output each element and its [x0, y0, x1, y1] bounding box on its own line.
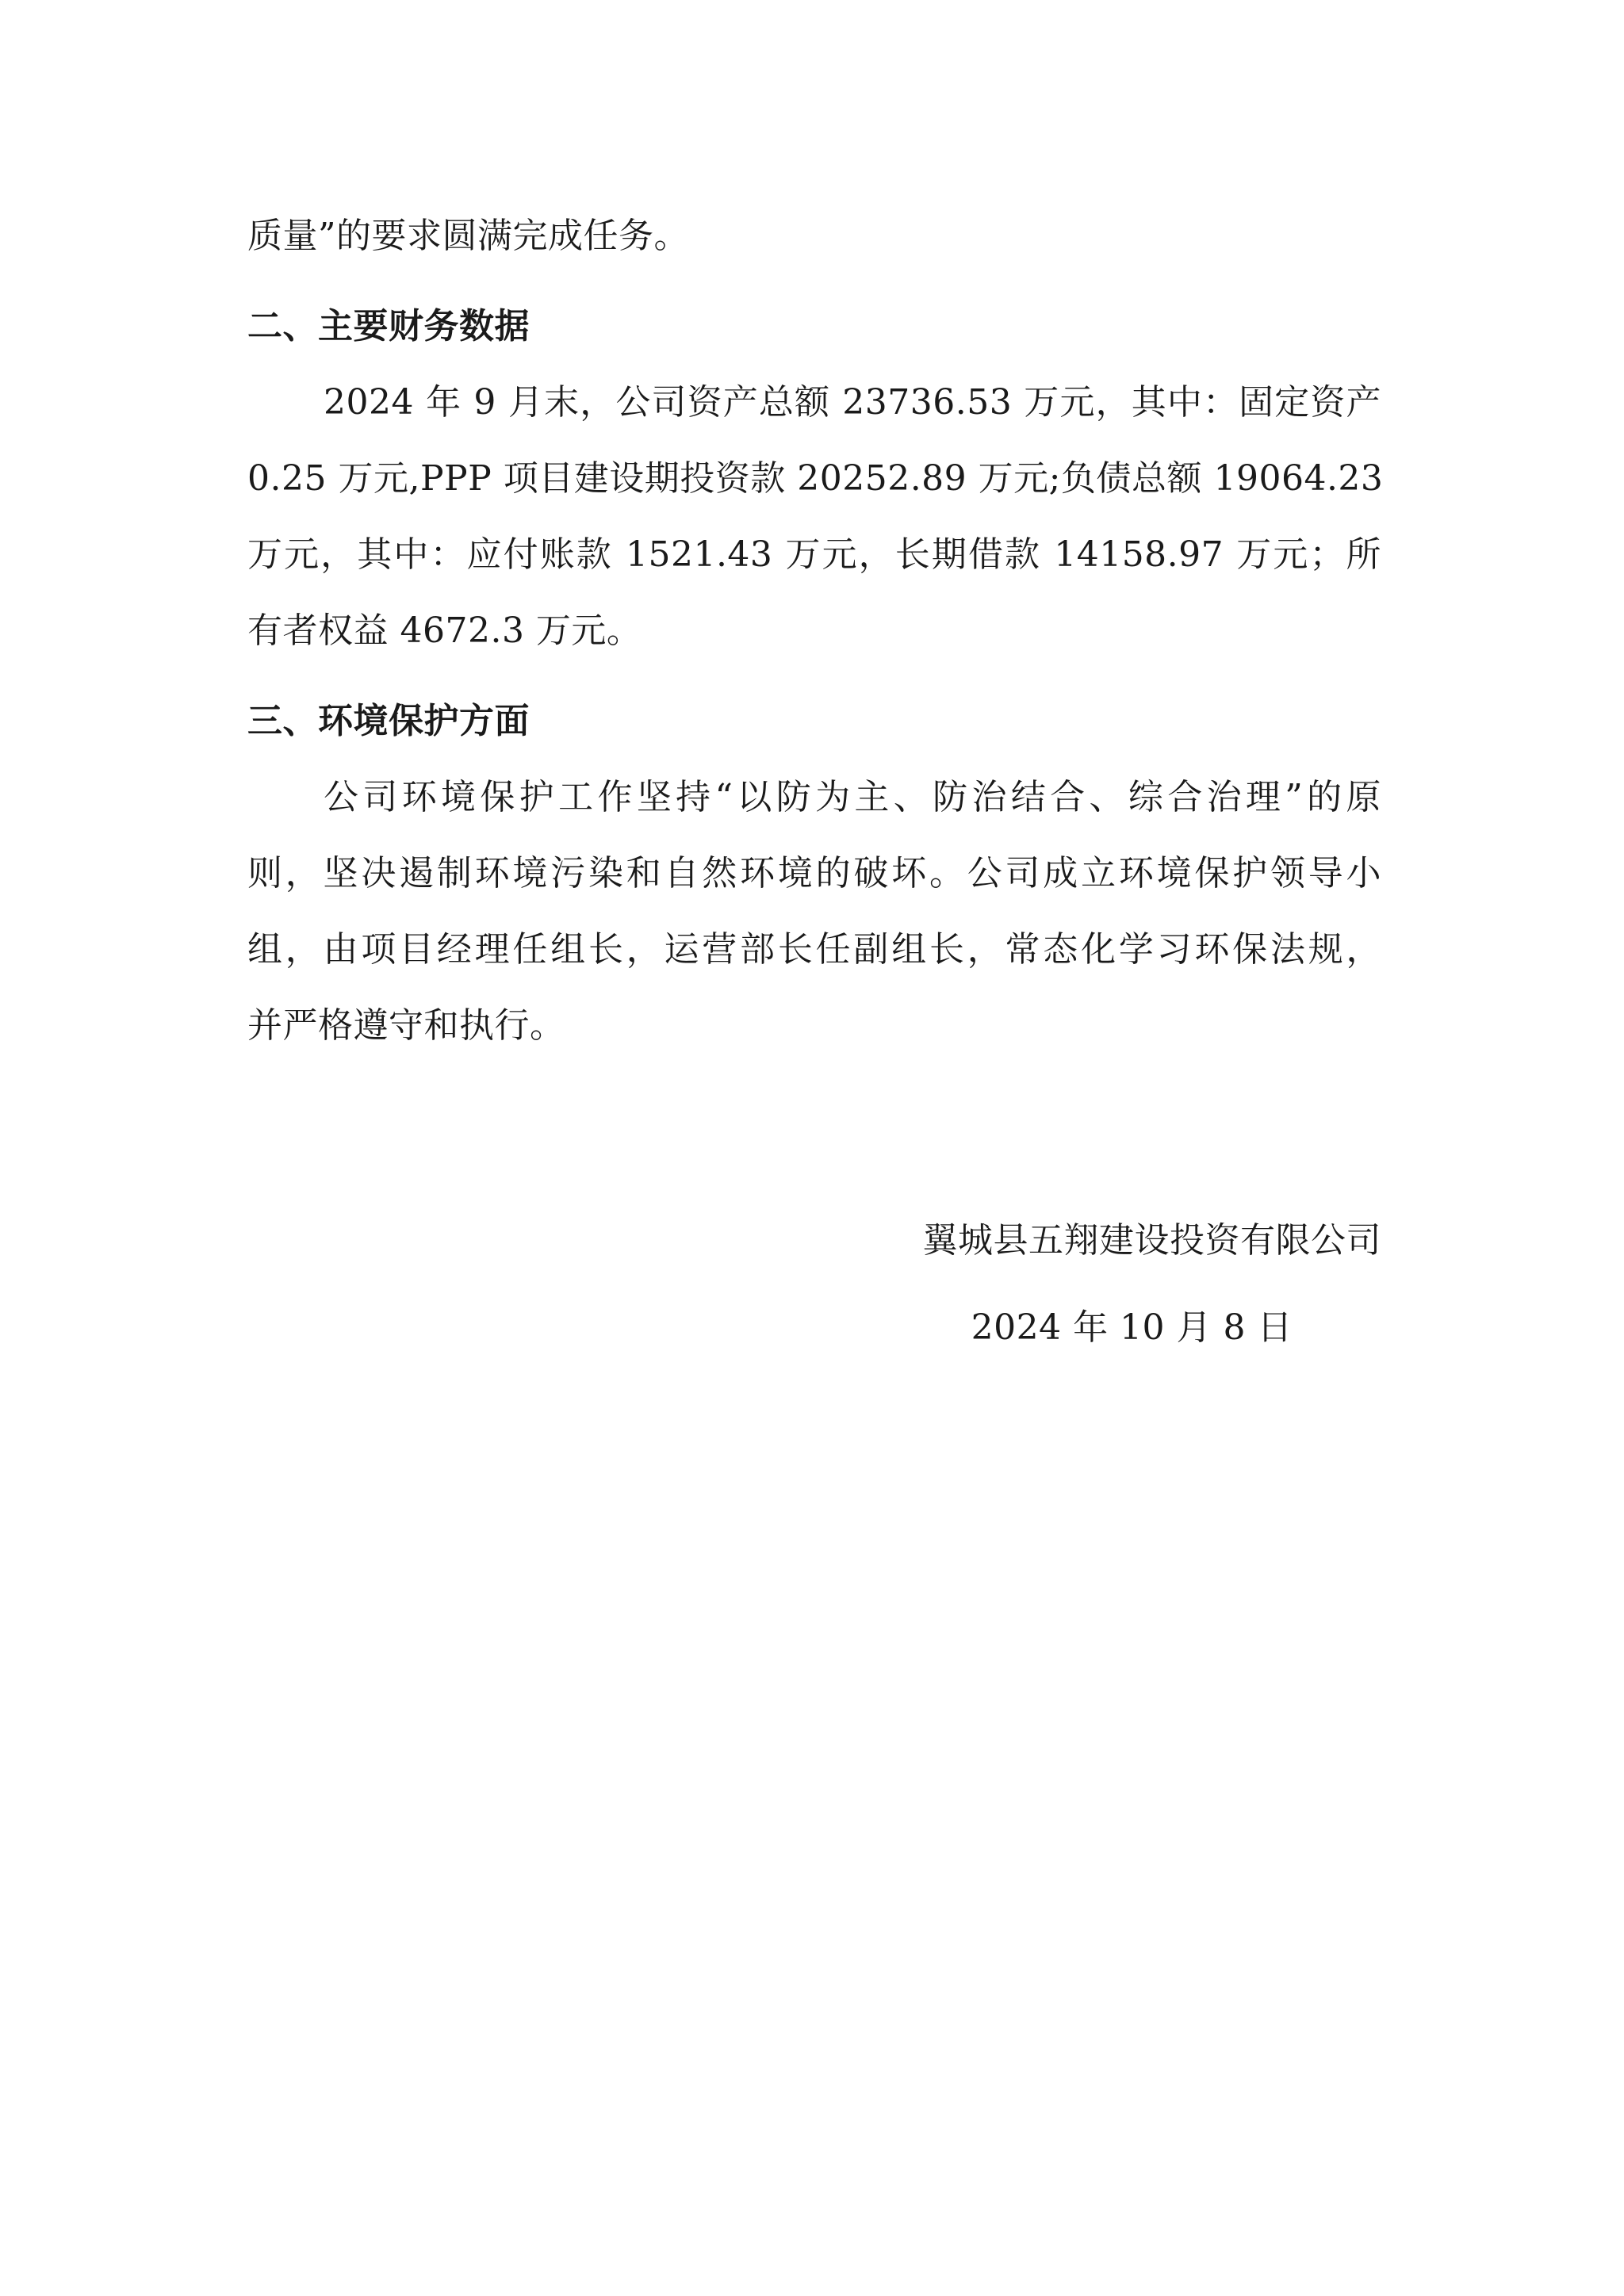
paragraph-line: 公司环境保护工作坚持“以防为主、防治结合、综合治理”的原 [324, 777, 1381, 817]
paragraph-line: 有者权益 4672.3 万元。 [247, 610, 642, 651]
paragraph-line: 则，坚决遏制环境污染和自然环境的破坏。公司成立环境保护领导小 [247, 853, 1381, 894]
signature-block [923, 1197, 1382, 1372]
paragraph-line: 组，由项目经理任组长，运营部长任副组长，常态化学习环保法规， [247, 929, 1381, 970]
paragraph-line: 并严格遵守和执行。 [247, 1005, 565, 1046]
paragraph-line: 2024 年 9 月末，公司资产总额 23736.53 万元，其中：固定资产 [324, 382, 1381, 423]
environmental-protection-paragraph [247, 760, 1381, 1064]
signature-company: 翼城县五翔建设投资有限公司 [922, 1220, 1381, 1261]
paragraph-line: 万元，其中：应付账款 1521.43 万元，长期借款 14158.97 万元；所 [247, 534, 1381, 575]
document-body [247, 198, 1384, 1064]
financial-data-paragraph [247, 365, 1384, 669]
section-heading-environmental-protection: 三、环境保护方面 [247, 701, 530, 741]
signature-date: 2024 年 10 月 8 日 [971, 1307, 1293, 1348]
paragraph-line: 0.25 万元,PPP 项目建设期投资款 20252.89 万元;负债总额 19064.23 [247, 458, 1384, 499]
continuation-line: 质量”的要求圆满完成任务。 [247, 216, 689, 256]
section-heading-financial-data: 二、主要财务数据 [247, 306, 530, 346]
